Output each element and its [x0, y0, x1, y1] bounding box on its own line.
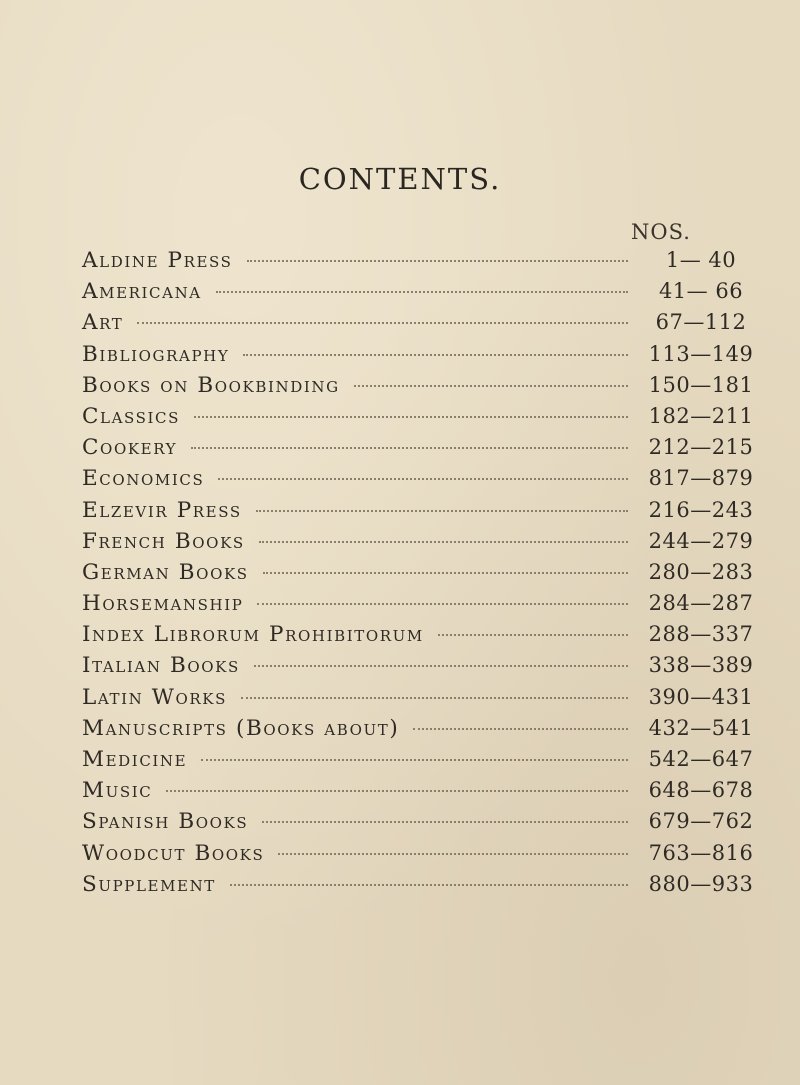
dot-leader: [194, 415, 628, 418]
page-title: CONTENTS.: [298, 162, 502, 196]
dot-leader: [278, 852, 628, 855]
contents-number-range: 244—279: [648, 528, 754, 553]
contents-row-medicine: [82, 747, 752, 778]
contents-number-range: 763—816: [648, 840, 754, 865]
dot-leader: [254, 664, 628, 667]
contents-row-italian-books: [82, 653, 752, 684]
contents-subject: Economics: [82, 466, 205, 492]
dot-leader: [263, 571, 628, 574]
contents-number-range: 280—283: [648, 559, 754, 584]
dot-leader: [241, 696, 628, 699]
contents-number-range: 67—112: [655, 310, 747, 335]
contents-number-range: 338—389: [648, 653, 754, 678]
contents-number-range: 542—647: [648, 747, 754, 771]
contents-row-economics: [82, 466, 752, 497]
contents-row-index-librorum-prohibitorum: [82, 622, 752, 653]
contents-number-range: 390—431: [648, 684, 754, 709]
contents-number-range: 817—879: [648, 466, 754, 491]
contents-row-aldine-press: [82, 248, 752, 279]
contents-number-range: 150—181: [648, 372, 754, 397]
contents-number-range: 41— 66: [658, 279, 744, 304]
contents-list: [82, 248, 752, 903]
contents-number-range: 216—243: [648, 497, 754, 522]
dot-leader: [216, 290, 628, 293]
contents-subject: Horsemanship: [82, 591, 244, 617]
contents-number-range: 284—287: [648, 591, 754, 616]
contents-subject: Supplement: [82, 871, 216, 897]
dot-leader: [262, 820, 628, 823]
contents-number-range: 648—678: [648, 778, 754, 803]
contents-number-range: 182—211: [648, 403, 754, 428]
contents-subject: Aldine Press: [82, 248, 233, 273]
dot-leader: [247, 259, 628, 262]
contents-row-spanish-books: [82, 809, 752, 840]
contents-subject: Music: [82, 778, 153, 804]
contents-row-supplement: [82, 872, 752, 903]
dot-leader: [243, 353, 628, 356]
contents-subject: Elzevir Press: [82, 497, 242, 523]
dot-leader: [201, 758, 628, 761]
contents-number-range: 288—337: [648, 622, 754, 647]
contents-row-latin-works: [82, 685, 752, 716]
contents-subject: German Books: [82, 559, 249, 585]
contents-number-range: 113—149: [648, 341, 754, 366]
contents-row-books-on-bookbinding: [82, 373, 752, 404]
dot-leader: [438, 633, 628, 636]
contents-row-elzevir-press: [82, 498, 752, 529]
contents-subject: Cookery: [82, 435, 178, 461]
contents-row-cookery: [82, 435, 752, 466]
contents-subject: Classics: [82, 403, 181, 429]
contents-number-range: 212—215: [648, 435, 754, 460]
dot-leader: [166, 789, 628, 792]
dot-leader: [413, 727, 628, 730]
dot-leader: [137, 321, 628, 324]
contents-row-woodcut-books: [82, 841, 752, 872]
dot-leader: [257, 602, 628, 605]
dot-leader: [256, 509, 628, 512]
dot-leader: [354, 384, 628, 387]
dot-leader: [191, 446, 628, 449]
contents-subject: Spanish Books: [82, 809, 249, 835]
dot-leader: [230, 883, 628, 886]
contents-subject: Manuscripts (Books about): [82, 715, 400, 741]
contents-subject: Americana: [82, 279, 202, 305]
dot-leader: [218, 477, 628, 480]
contents-row-german-books: [82, 560, 752, 591]
contents-subject: Index Librorum Prohibitorum: [82, 622, 424, 648]
contents-subject: Art: [82, 310, 124, 336]
numbers-column-header: NOS.: [631, 220, 691, 244]
contents-row-art: [82, 310, 752, 341]
contents-row-music: [82, 778, 752, 809]
contents-row-americana: [82, 279, 752, 310]
contents-row-horsemanship: [82, 591, 752, 622]
contents-subject: Latin Works: [82, 684, 227, 710]
contents-subject: Woodcut Books: [82, 840, 265, 866]
contents-number-range: 880—933: [648, 871, 754, 896]
contents-subject: French Books: [82, 528, 245, 554]
contents-number-range: 679—762: [648, 809, 754, 834]
contents-subject: Italian Books: [82, 653, 240, 679]
contents-row-manuscripts: [82, 716, 752, 747]
contents-number-range: 1— 40: [665, 248, 737, 272]
dot-leader: [259, 540, 628, 543]
contents-row-french-books: [82, 529, 752, 560]
contents-subject: Medicine: [82, 747, 188, 772]
contents-row-bibliography: [82, 342, 752, 373]
contents-row-classics: [82, 404, 752, 435]
contents-subject: Books on Bookbinding: [82, 372, 340, 398]
contents-subject: Bibliography: [82, 341, 230, 367]
contents-number-range: 432—541: [648, 715, 754, 740]
